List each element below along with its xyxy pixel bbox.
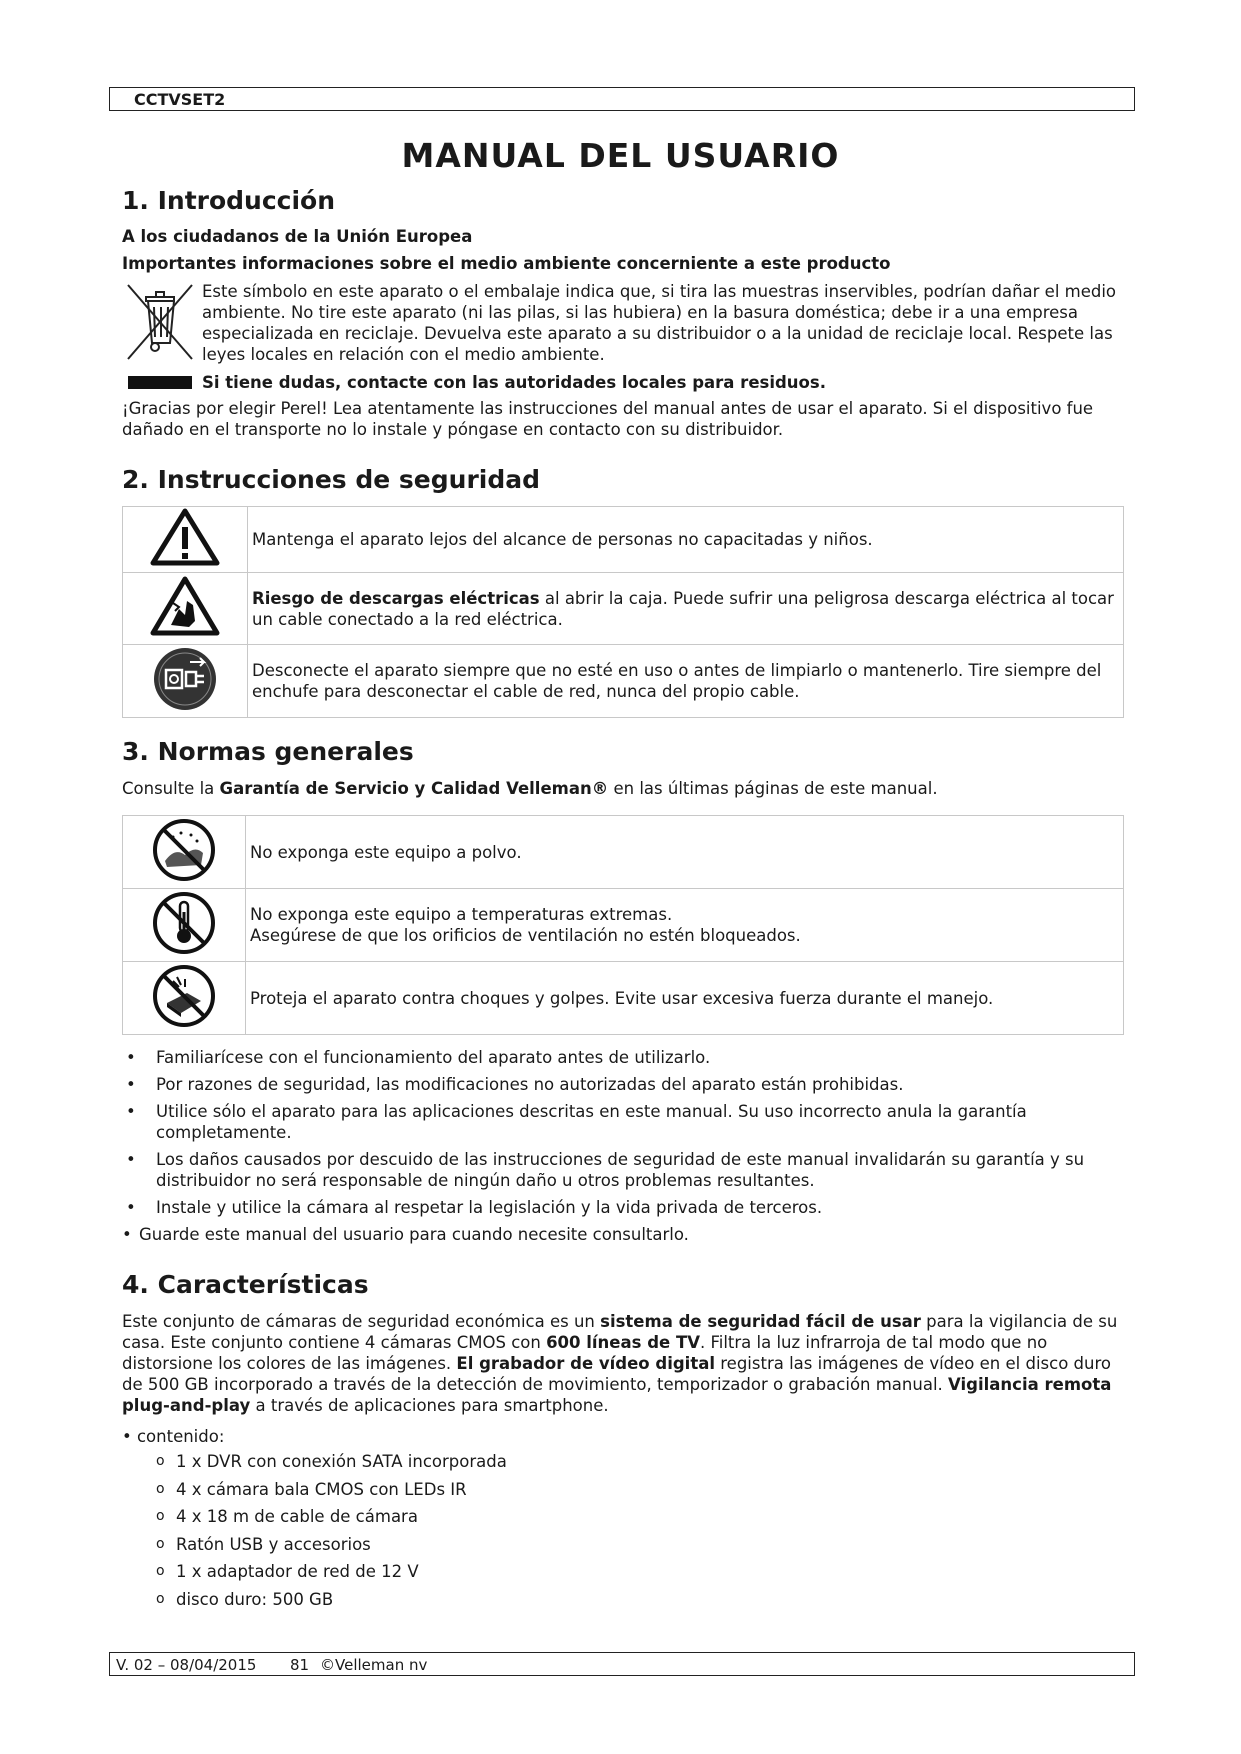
list-item-text: Guarde este manual del usuario para cuando necesite consultarlo.: [139, 1225, 689, 1244]
table-cell-icon: [123, 507, 248, 573]
unplug-icon: [152, 646, 218, 712]
eu-citizens-line: A los ciudadanos de la Unión Europea: [122, 227, 473, 246]
warranty-intro-post: en las últimas páginas de este manual.: [608, 779, 938, 798]
list-item-text: Ratón USB y accesorios: [176, 1534, 371, 1554]
section-heading-introduction: 1. Introducción: [122, 186, 336, 215]
list-item-text: disco duro: 500 GB: [176, 1589, 334, 1609]
list-item: • Instale y utilice la cámara al respetar la legislación y la vida privada de terceros.: [126, 1198, 823, 1217]
weee-black-bar: [128, 376, 192, 389]
footer-page-number: 81: [290, 1656, 310, 1674]
table-cell-text: Proteja el aparato contra choques y golpes. Evite usar excesiva fuerza durante el manejo.: [246, 962, 1124, 1035]
table-row: [123, 573, 1124, 645]
thanks-paragraph: ¡Gracias por elegir Perel! Lea atentamente las instrucciones del manual antes de usar el aparato. Si el dispositivo fue dañado en el transporte no lo instale y póngase en contacto con su distribuidor.: [122, 399, 1094, 439]
bullet-dot: •: [122, 1427, 137, 1446]
list-item: • Por razones de seguridad, las modificaciones no autorizadas del aparato están prohibidas.: [126, 1075, 904, 1094]
ventilation-line: Asegúrese de que los orificios de ventilación no estén bloqueados.: [250, 926, 801, 945]
section-heading-safety: 2. Instrucciones de seguridad: [122, 465, 541, 494]
list-item-text: 4 x cámara bala CMOS con LEDs IR: [176, 1479, 467, 1499]
no-shock-icon: [151, 963, 217, 1029]
table-cell-text: [248, 573, 1124, 645]
page-header: [109, 87, 1135, 111]
weee-bin-icon: [124, 281, 196, 363]
table-row: [123, 962, 1124, 1035]
warning-triangle-icon: [149, 507, 221, 567]
general-rules-list: [122, 1047, 1122, 1251]
features-text-4: registra las imágenes de vídeo en el disco duro de 500 GB incorporado a través de la detección de movimiento, temporizador o grabación manual.: [122, 1354, 1111, 1394]
table-row: [123, 816, 1124, 889]
contents-label-line: [122, 1426, 1122, 1447]
weee-paragraph: Este símbolo en este aparato o el embalaje indica que, si tira las muestras inservibles, podrían dañar el medio ambiente. No tire este aparato (ni las pilas, si las hubiera) en la basura doméstica; debe ir a una empresa especializada en reciclaje. Devuelva este aparato a su distribuidor o a la unidad de reciclaje local. Respete las leyes locales en relación con el medio ambiente.: [202, 282, 1117, 364]
section-heading-features: 4. Características: [122, 1270, 369, 1299]
table-cell-icon: [123, 645, 248, 718]
temperature-line: No exponga este equipo a temperaturas extremas.: [250, 905, 673, 924]
safety-table: [122, 506, 1124, 718]
features-text-3: . Filtra la luz infrarroja de tal modo que no distorsione los colores de las imágenes.: [122, 1333, 1048, 1373]
features-bold-1: sistema de seguridad fácil de usar: [600, 1312, 921, 1331]
electric-shock-icon: [149, 575, 221, 637]
features-text-1: Este conjunto de cámaras de seguridad económica es un: [122, 1312, 601, 1331]
features-paragraph: [122, 1311, 1120, 1416]
warranty-intro-bold: Garantía de Servicio y Calidad Velleman®: [219, 779, 609, 798]
list-item: o disco duro: 500 GB: [156, 1589, 334, 1609]
doubt-line: Si tiene dudas, contacte con las autoridades locales para residuos.: [202, 373, 826, 392]
general-rules-table: [122, 815, 1124, 1035]
contents-list: [156, 1451, 507, 1616]
list-item-text: 1 x adaptador de red de 12 V: [176, 1562, 419, 1581]
list-item-text: Por razones de seguridad, las modificaciones no autorizadas del aparato están prohibidas.: [156, 1075, 904, 1094]
contents-label: contenido:: [136, 1427, 225, 1446]
table-row: [123, 889, 1124, 962]
list-item-text: Familiarícese con el funcionamiento del aparato antes de utilizarlo.: [156, 1048, 711, 1067]
footer-version: V. 02 – 08/04/2015: [116, 1656, 257, 1674]
list-item-text: Utilice sólo el aparato para las aplicaciones descritas en este manual. Su uso incorrecto anula la garantía completamente.: [156, 1102, 1027, 1142]
list-item-text: 4 x 18 m de cable de cámara: [176, 1507, 418, 1526]
shock-risk-bold: Riesgo de descargas eléctricas: [252, 588, 540, 608]
warranty-intro: [122, 778, 1122, 799]
list-item: • Guarde este manual del usuario para cuando necesite consultarlo.: [122, 1225, 689, 1244]
list-item-text: 1 x DVR con conexión SATA incorporada: [176, 1452, 507, 1471]
list-item-text: Instale y utilice la cámara al respetar la legislación y la vida privada de terceros.: [156, 1198, 823, 1217]
table-cell-icon: [123, 816, 246, 889]
table-cell-icon: [123, 962, 246, 1035]
no-extreme-temperature-icon: [151, 890, 217, 956]
warranty-intro-pre: Consulte la: [122, 779, 220, 798]
table-cell-icon: [123, 889, 246, 962]
features-bold-4: Vigilancia remota plug-and-play: [122, 1375, 1112, 1415]
features-bold-2: 600 líneas de TV: [546, 1333, 700, 1352]
table-cell-text: Desconecte el aparato siempre que no esté en uso o antes de limpiarlo o mantenerlo. Tire siempre del enchufe para desconectar el cable de red, nunca del propio cable.: [248, 645, 1124, 718]
list-item: • Los daños causados por descuido de las instrucciones de seguridad de este manual invalidarán su garantía y su distribuidor no será responsable de ningún daño u otros problemas resultantes.: [126, 1150, 1085, 1190]
page-title: MANUAL DEL USUARIO: [401, 136, 840, 175]
list-item: • Utilice sólo el aparato para las aplicaciones descritas en este manual. Su uso incorrecto anula la garantía completamente.: [126, 1102, 1027, 1142]
table-row: [123, 507, 1124, 573]
table-row: [123, 645, 1124, 718]
list-item-text: Los daños causados por descuido de las instrucciones de seguridad de este manual invalidarán su garantía y su distribuidor no será responsable de ningún daño u otros problemas resultantes.: [156, 1150, 1085, 1190]
list-item: o 4 x cámara bala CMOS con LEDs IR: [156, 1479, 467, 1499]
list-item: • Familiarícese con el funcionamiento del aparato antes de utilizarlo.: [126, 1048, 711, 1067]
list-item: o Ratón USB y accesorios: [156, 1534, 371, 1554]
model-label: CCTVSET2: [134, 90, 226, 109]
list-item: o 1 x adaptador de red de 12 V: [156, 1562, 419, 1581]
shock-risk-text: al abrir la caja. Puede sufrir una peligrosa descarga eléctrica al tocar un cable conectado a la red eléctrica.: [252, 588, 1114, 629]
page-footer: [109, 1652, 1135, 1676]
no-dust-icon: [151, 817, 217, 883]
table-cell-text: Mantenga el aparato lejos del alcance de personas no capacitadas y niños.: [248, 507, 1124, 573]
table-cell-text: [246, 889, 1124, 962]
features-text-5: a través de aplicaciones para smartphone.: [250, 1396, 609, 1415]
list-item: o 4 x 18 m de cable de cámara: [156, 1507, 418, 1526]
features-bold-3: El grabador de vídeo digital: [456, 1354, 715, 1373]
list-item: o 1 x DVR con conexión SATA incorporada: [156, 1452, 507, 1471]
footer-copyright: ©Velleman nv: [320, 1656, 428, 1674]
table-cell-text: No exponga este equipo a polvo.: [246, 816, 1124, 889]
table-cell-icon: [123, 573, 248, 645]
environment-heading: Importantes informaciones sobre el medio ambiente concerniente a este producto: [122, 254, 891, 273]
features-text-2: para la vigilancia de su casa. Este conjunto contiene 4 cámaras CMOS con: [122, 1312, 1118, 1352]
section-heading-general-rules: 3. Normas generales: [122, 737, 414, 766]
